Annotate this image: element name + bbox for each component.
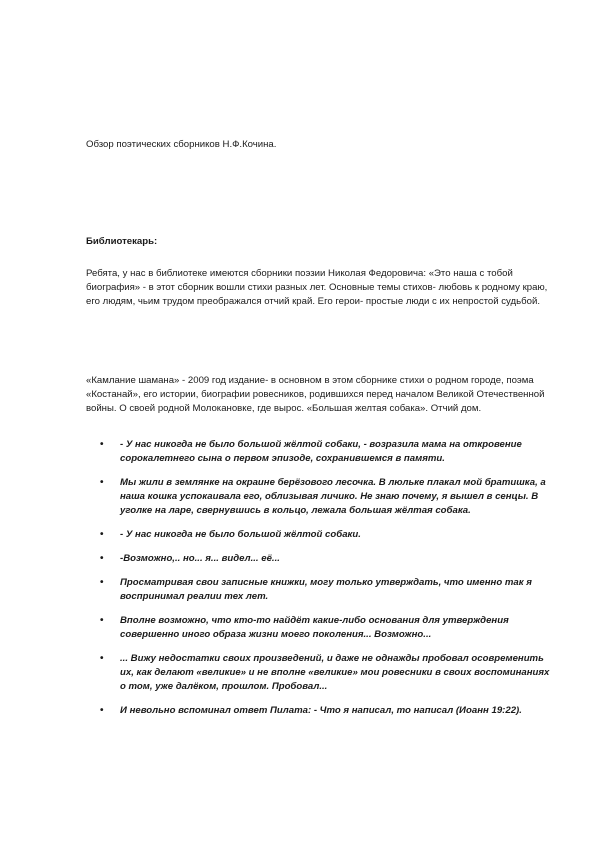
- bullet-icon: •: [100, 615, 104, 626]
- collection-paragraph: «Камлание шамана» - 2009 год издание- в основном в этом сборнике стихи о родном городе, поэма «Костанай», его истории, биографии ровесников, родившихся перед началом Великой Отечественной войны. О своей родной Молокановке, где вырос. «Большая желтая собака». Отчий дом.: [86, 375, 545, 414]
- bullet-icon: •: [100, 439, 104, 450]
- quote-item: [0, 528, 595, 542]
- quote-text: ... Вижу недостатки своих произведений, и даже не однажды пробовал осовременить их, как делают «великие» и не вполне «великие» мои ровесники в своих воспоминаниях о том, уже далёком, прошлом. Пробовал...: [120, 653, 550, 692]
- bullet-icon: •: [100, 529, 104, 540]
- quote-text: Вполне возможно, что кто-то найдёт какие-либо основания для утверждения совершенно иного образа жизни моего поколения... Возможно...: [120, 615, 509, 640]
- bullet-icon: •: [100, 577, 104, 588]
- quote-text: - У нас никогда не было большой жёлтой собаки, - возразила мама на откровение сорокалетнего сына о первом эпизоде, сохранившемся в памяти.: [120, 439, 522, 464]
- quote-item: [0, 704, 595, 718]
- quote-item: [0, 552, 595, 566]
- bullet-icon: •: [100, 653, 104, 664]
- quote-item: [0, 476, 595, 518]
- quote-item: [0, 652, 595, 694]
- quote-item: [0, 438, 595, 466]
- intro-paragraph: Ребята, у нас в библиотеке имеются сборники поэзии Николая Федоровича: «Это наша с тобой биография» - в этот сборник вошли стихи разных лет. Основные темы стихов- любовь к родному краю, его людям, чьим трудом преображался отчий край. Его герои- простые люди с их непростой судьбой.: [86, 268, 548, 307]
- quote-text: Просматривая свои записные книжки, могу только утверждать, что именно так я воспринимал реалии тех лет.: [120, 577, 532, 602]
- quote-text: Мы жили в землянке на окраине берёзового лесочка. В люльке плакал мой братишка, а наша кошка успокаивала его, облизывая личико. Не знаю почему, я вышел в сенцы. В уголке на ларе, свернувшись в кольцо, лежала большая жёлтая собака.: [120, 477, 546, 516]
- quote-text: -Возможно,.. но... я... видел... её...: [120, 553, 280, 564]
- speaker-label: Библиотекарь:: [86, 236, 158, 247]
- quote-text: - У нас никогда не было большой жёлтой собаки.: [120, 529, 361, 540]
- document-title: Обзор поэтических сборников Н.Ф.Кочина.: [86, 139, 277, 150]
- bullet-icon: •: [100, 705, 104, 716]
- quote-item: [0, 614, 595, 642]
- quote-item: [0, 576, 595, 604]
- bullet-icon: •: [100, 477, 104, 488]
- quote-text: И невольно вспоминал ответ Пилата: - Что я написал, то написал (Иоанн 19:22).: [120, 705, 522, 716]
- quote-list: [0, 438, 595, 728]
- bullet-icon: •: [100, 553, 104, 564]
